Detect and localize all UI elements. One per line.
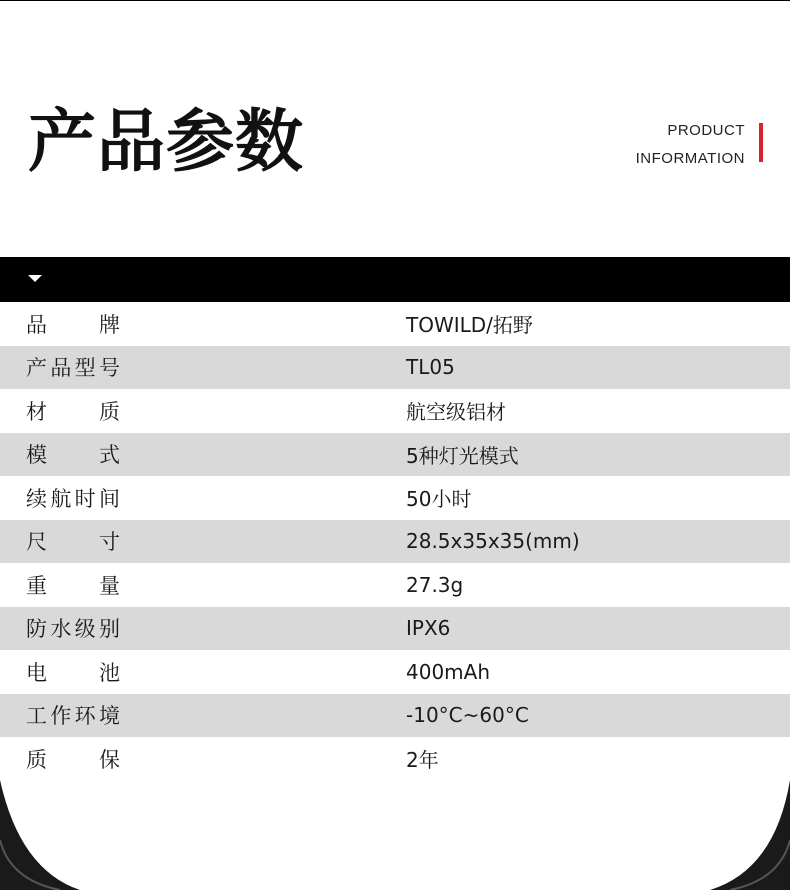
spec-value: 2年 [406, 748, 439, 773]
spec-value: 5种灯光模式 [406, 443, 519, 468]
spec-label [26, 700, 122, 730]
spec-value: IPX6 [406, 616, 451, 641]
spec-label [26, 483, 122, 513]
label-char: 时 [74, 486, 98, 511]
label-char: 号 [98, 356, 122, 381]
spec-row-size [0, 520, 790, 564]
label-char: 续 [26, 486, 49, 511]
label-char: 电 [26, 660, 49, 685]
subtitle-line-2: INFORMATION [635, 150, 745, 167]
label-char: 作 [50, 704, 74, 729]
spec-label [26, 352, 122, 382]
table-header-band [0, 257, 790, 302]
label-char: 型 [74, 356, 98, 381]
spec-value: 航空级铝材 [406, 400, 506, 425]
spec-row-brand [0, 302, 790, 346]
label-char: 重 [26, 573, 49, 598]
spec-value: 27.3g [406, 572, 464, 597]
spec-value: 400mAh [406, 659, 491, 684]
spec-row-warranty [0, 737, 790, 781]
spec-label [26, 570, 122, 600]
spec-value: TL05 [406, 355, 455, 380]
label-char: 牌 [99, 312, 122, 337]
spec-label [26, 396, 122, 426]
label-char: 量 [99, 573, 122, 598]
label-char: 品 [26, 312, 49, 337]
spec-row-model [0, 346, 790, 390]
spec-label [26, 309, 122, 339]
label-char: 别 [98, 617, 122, 642]
label-char: 水 [50, 617, 74, 642]
label-char: 保 [99, 747, 122, 772]
spec-value: TOWILD/拓野 [406, 313, 533, 338]
label-char: 模 [26, 443, 49, 468]
label-char: 池 [99, 660, 122, 685]
label-char: 航 [50, 486, 74, 511]
accent-bar [759, 123, 763, 162]
label-char: 质 [26, 747, 49, 772]
label-char: 境 [98, 704, 122, 729]
spec-row-weight [0, 563, 790, 607]
label-char: 尺 [26, 530, 49, 555]
label-char: 寸 [99, 530, 122, 555]
spec-value: -10°C~60°C [406, 703, 529, 728]
spec-table [0, 302, 790, 781]
spec-row-mode [0, 433, 790, 477]
spec-value: 28.5x35x35(mm) [406, 529, 580, 554]
label-char: 品 [50, 356, 74, 381]
spec-label [26, 657, 122, 687]
label-char: 间 [98, 486, 122, 511]
spec-label [26, 613, 122, 643]
label-char: 环 [74, 704, 98, 729]
spec-row-battery [0, 650, 790, 694]
label-char: 工 [26, 704, 49, 729]
spec-row-runtime [0, 476, 790, 520]
label-char: 质 [99, 399, 122, 424]
english-subtitle [636, 117, 745, 173]
label-char: 材 [26, 399, 49, 424]
label-char: 防 [26, 617, 49, 642]
spec-label [26, 439, 122, 469]
spec-label [26, 526, 122, 556]
label-char: 级 [74, 617, 98, 642]
subtitle-line-1: PRODUCT [667, 122, 745, 139]
label-char: 产 [26, 356, 49, 381]
spec-row-environment [0, 694, 790, 738]
top-rule [0, 0, 790, 1]
product-edge-decoration [0, 780, 790, 890]
label-char: 式 [99, 443, 122, 468]
spec-row-material [0, 389, 790, 433]
spec-value: 50小时 [406, 487, 472, 512]
page-title: 产品参数 [28, 103, 305, 182]
triangle-down-icon [28, 275, 42, 282]
spec-row-waterproof [0, 607, 790, 651]
spec-label [26, 744, 122, 774]
